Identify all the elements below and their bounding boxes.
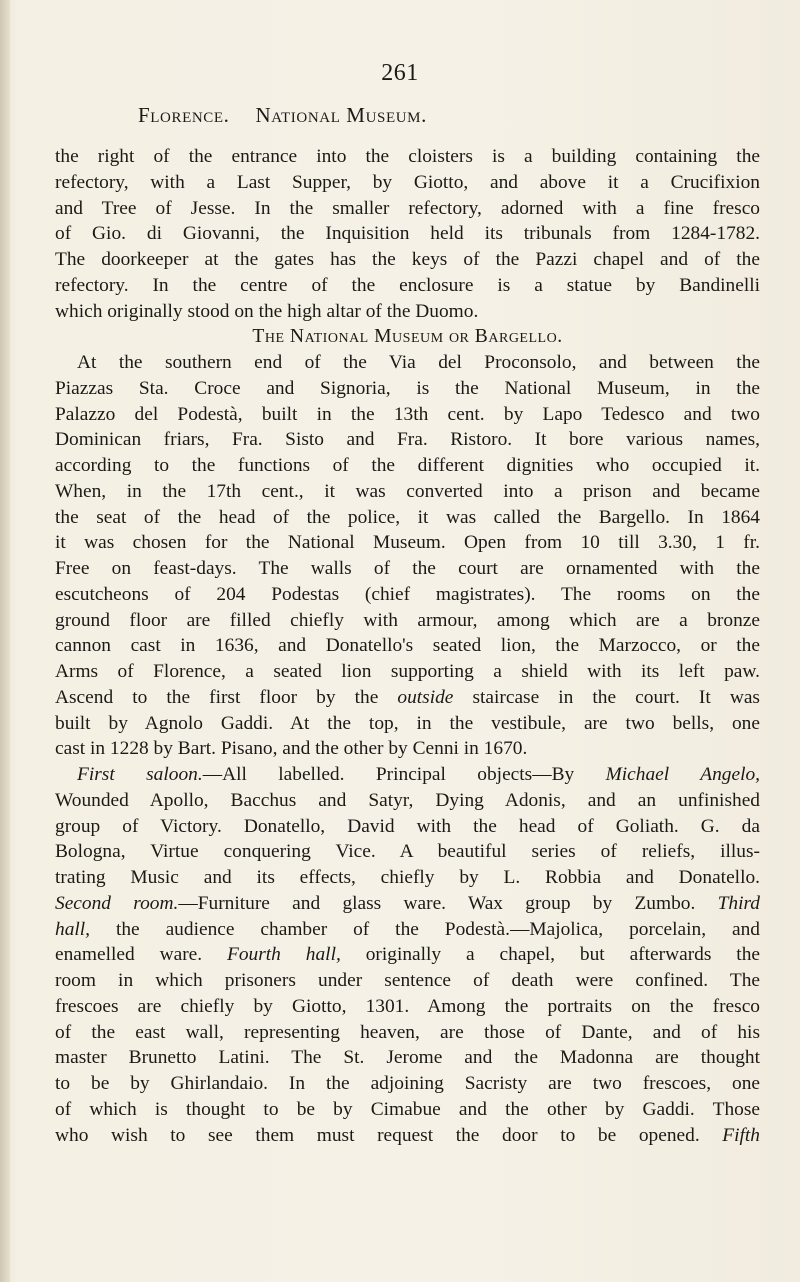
text-line: frescoes are chiefly by Giotto, 1301. Among the portraits on the fresco [55,995,760,1017]
text-line: the right of the entrance into the cloisters is a building containing the [55,146,760,167]
text-line [55,942,760,968]
text-line: of which is thought to be by Cimabue and the other by Gaddi. Those [55,1098,760,1120]
page-number: 261 [381,60,419,86]
text-line: according to the functions of the different dignities who occupied it. [55,455,760,476]
running-head-right: National Museum. [255,103,427,127]
text-line [55,891,760,917]
text-line: of Gio. di Giovanni, the Inquisition held its tribunals from 1284-1782. [55,223,760,245]
text-line: Wounded Apollo, Bacchus and Satyr, Dying Adonis, and an unfinished [55,789,760,811]
running-head [138,103,698,128]
text-segment: —Furniture and glass ware. Wax group by Zumbo. [178,892,718,914]
text-line: of the east wall, representing heaven, are those of Dante, and of his [55,1021,760,1043]
text-line: Free on feast-days. The walls of the court are ornamented with the [55,558,760,579]
text-line: Dominican friars, Fra. Sisto and Fra. Ristoro. It bore various names, [55,429,760,451]
text-line: The doorkeeper at the gates has the keys of the Pazzi chapel and of the [55,249,760,270]
text-segment: the audience chamber of the Podestà.—Majolica, porcelain, and [90,918,760,940]
italic-text: outside [397,686,454,708]
text-segment: who wish to see them must request the door to be opened. [55,1124,723,1146]
body-text [55,144,760,1148]
text-line: master Brunetto Latini. The St. Jerome and the Madonna are thought [55,1047,760,1069]
italic-text: Fourth hall, [227,944,341,966]
text-line: trating Music and its effects, chiefly by L. Robbia and Donatello. [55,867,760,888]
text-line [55,762,760,788]
text-line: it was chosen for the National Museum. Open from 10 till 3.30, 1 fr. [55,532,760,554]
text-line: room in which prisoners under sentence of death were confined. The [55,970,760,991]
text-line: At the southern end of the Via del Proconsolo, and between the [77,352,760,373]
text-line [55,917,760,943]
text-line: When, in the 17th cent., it was converted into a prison and became [55,480,760,502]
text-line: Bologna, Virtue conquering Vice. A beautiful series of reliefs, illus- [55,841,760,863]
text-line: group of Victory. Donatello, David with the head of Goliath. G. da [55,815,760,837]
text-line: to be by Ghirlandaio. In the adjoining Sacristy are two frescoes, one [55,1073,760,1094]
italic-text: Fifth [722,1124,760,1146]
text-line: ground floor are filled chiefly with armour, among which are a bronze [55,609,760,631]
text-segment: Ascend to the first floor by the [55,686,398,708]
text-line: Arms of Florence, a seated lion supporting a shield with its left paw. [55,661,760,682]
text-line: cast in 1228 by Bart. Pisano, and the other by Cenni in 1670. [55,738,528,760]
text-line [55,685,760,711]
text-line: refectory. In the centre of the enclosure is a statue by Bandinelli [55,274,760,296]
text-line: cannon cast in 1636, and Donatello's seated lion, the Marzocco, or the [55,635,760,657]
running-head-left: Florence. [138,103,230,127]
text-segment: enamelled ware. [55,944,228,966]
text-line: the seat of the head of the police, it was called the Bargello. In 1864 [55,506,760,528]
italic-text: First saloon. [77,764,203,785]
page-binding-edge [0,0,10,1282]
italic-text: hall, [55,918,91,940]
text-line: escutcheons of 204 Podestas (chief magistrates). The rooms on the [55,583,760,605]
text-line: Palazzo del Podestà, built in the 13th cent. by Lapo Tedesco and two [55,403,760,425]
text-line: refectory, with a Last Supper, by Giotto, and above it a Crucifixion [55,171,760,193]
text-line [55,1123,760,1149]
section-heading: The National Museum or Bargello. [252,326,563,348]
text-segment: staircase in the court. It was [453,686,760,708]
text-line: built by Agnolo Gaddi. At the top, in the vestibule, are two bells, one [55,712,760,734]
italic-text: Michael Angelo, [605,764,760,785]
text-line: and Tree of Jesse. In the smaller refectory, adorned with a fine fresco [55,197,760,219]
italic-text: Third [717,892,760,914]
text-line: Piazzas Sta. Croce and Signoria, is the National Museum, in the [55,377,760,399]
text-segment: —All labelled. Principal objects—By [202,764,606,785]
italic-text: Second room. [55,892,179,914]
text-line: which originally stood on the high altar of the Duomo. [55,300,479,322]
text-segment: originally a chapel, but afterwards the [340,944,760,966]
